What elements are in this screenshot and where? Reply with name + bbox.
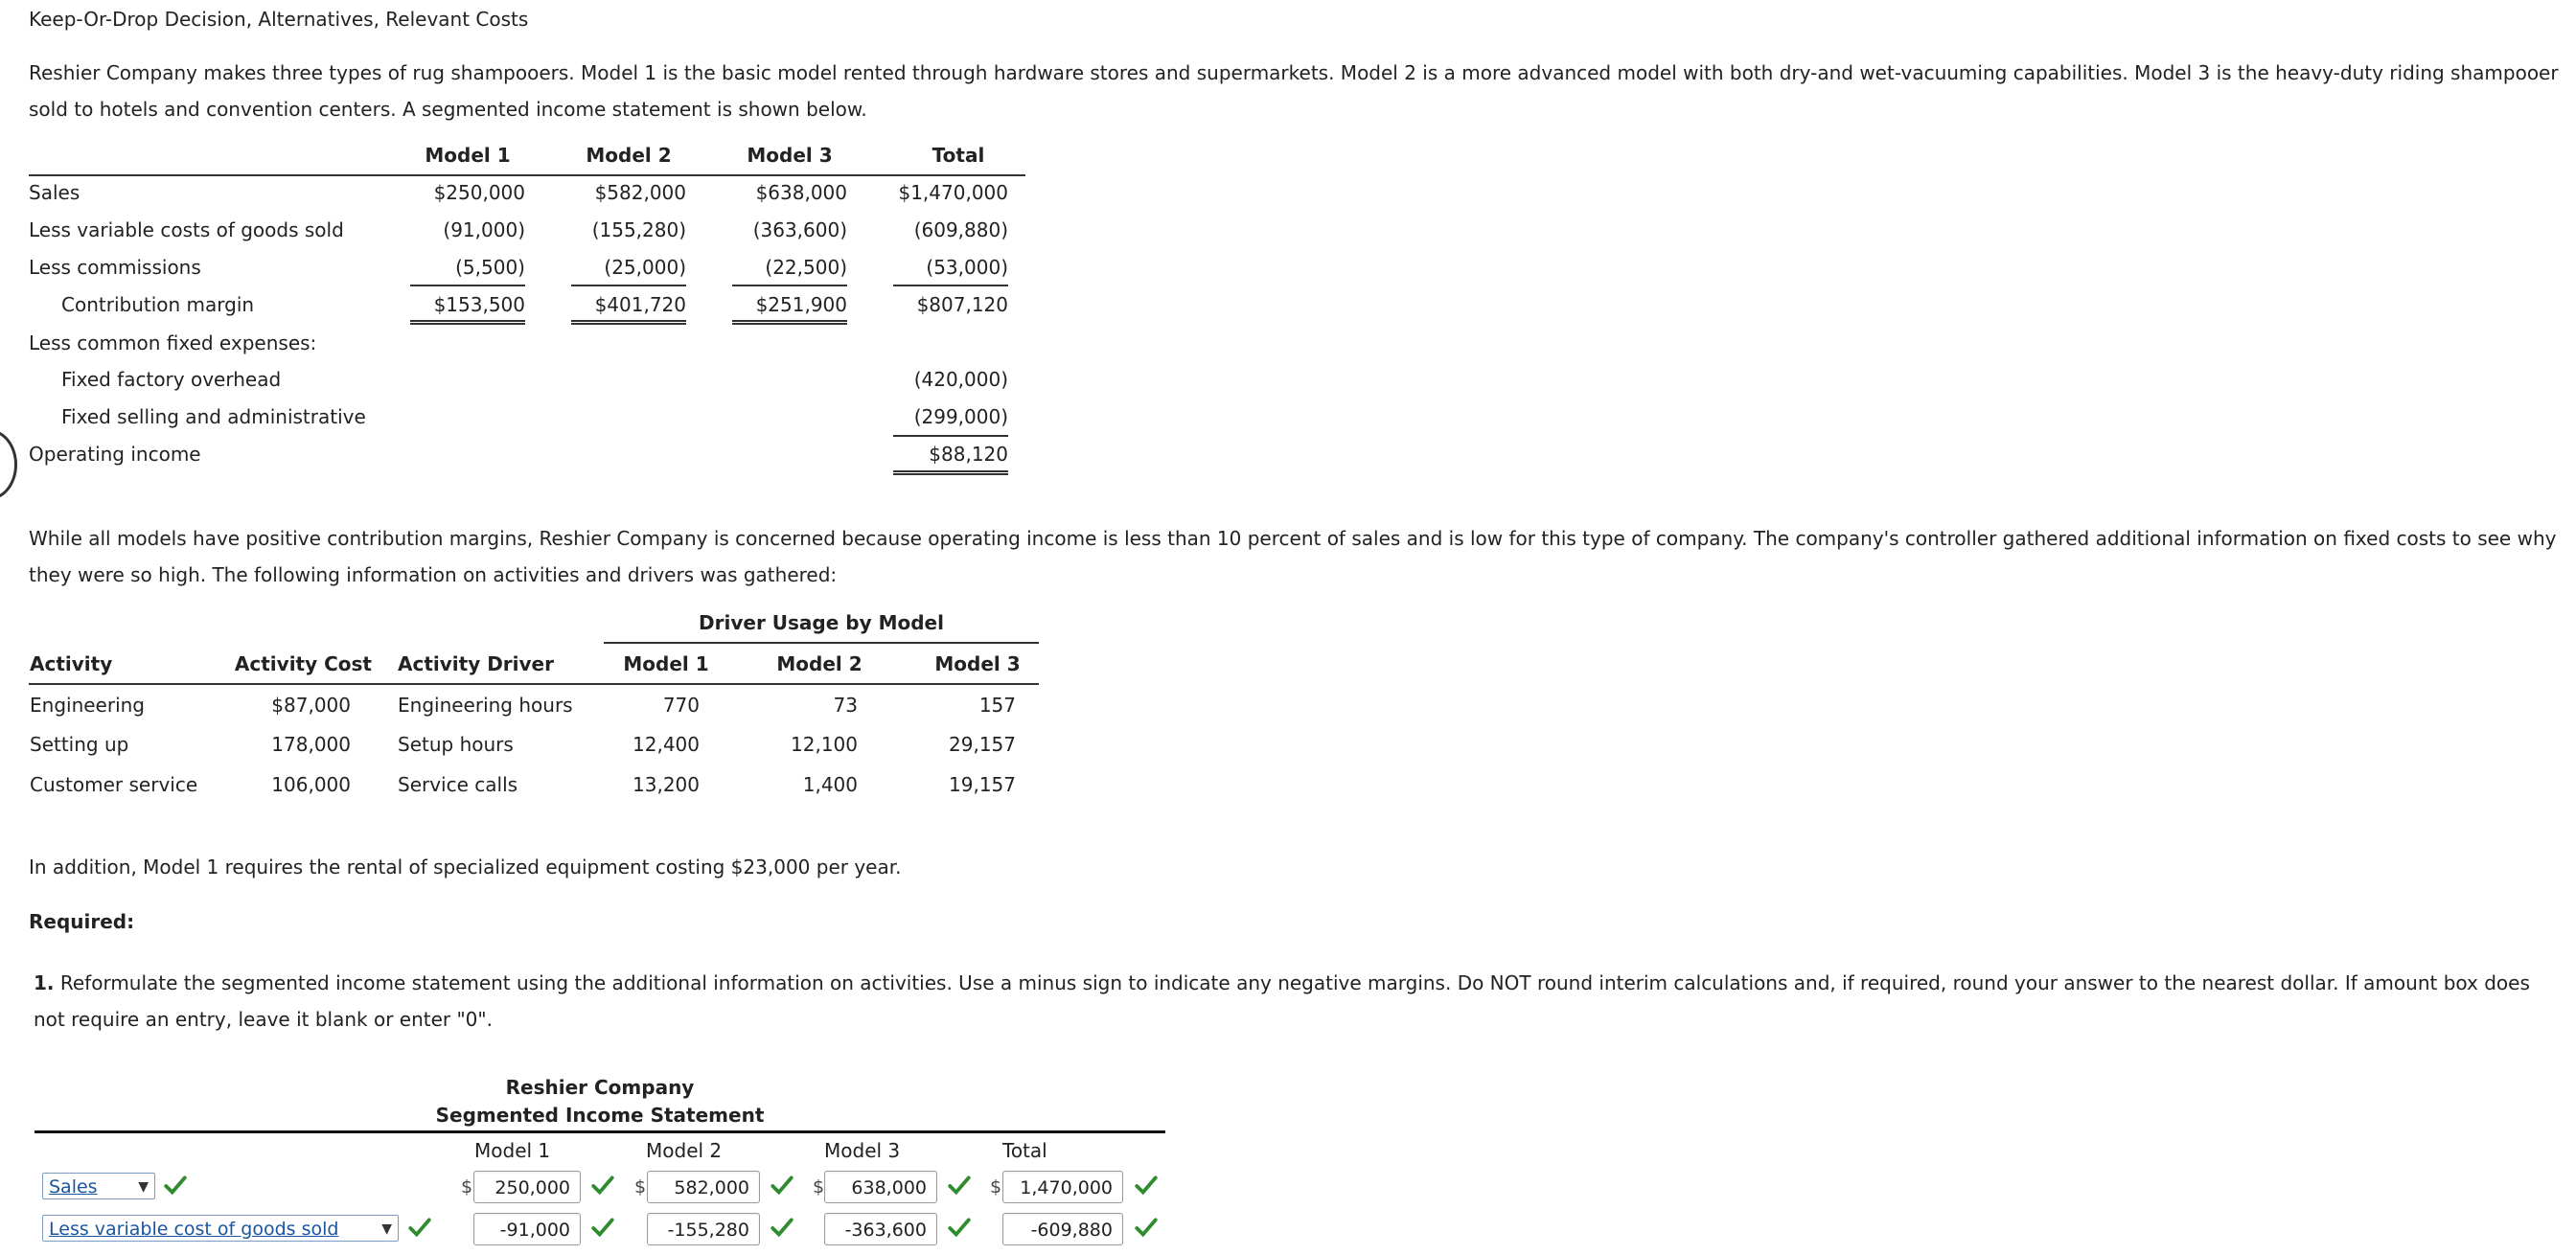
driver-usage: 12,400 [632, 733, 700, 756]
row-label-fixed-factory-overhead: Fixed factory overhead [61, 368, 282, 391]
driver-usage-header: Driver Usage by Model [699, 611, 944, 634]
value-cell: $250,000 [433, 181, 525, 204]
row-label-fixed-selling-admin: Fixed selling and administrative [61, 405, 366, 428]
answer-title-rule [34, 1130, 1165, 1133]
check-icon [590, 1216, 615, 1241]
subtotal-rule [571, 285, 686, 286]
activity-driver: Engineering hours [398, 694, 573, 717]
value-cell: $401,720 [594, 293, 686, 316]
statement-header-rule [29, 174, 1025, 176]
value-cell: (25,000) [604, 256, 686, 279]
check-icon [407, 1216, 432, 1241]
amount-input-total[interactable]: -609,880 [1002, 1213, 1123, 1245]
value-cell: $88,120 [929, 443, 1008, 466]
activity-name: Engineering [30, 694, 145, 717]
subtotal-rule [732, 285, 847, 286]
answer-statement-title: Segmented Income Statement [435, 1104, 765, 1127]
fixed-costs-paragraph: While all models have positive contribution margins, Reshier Company is concerned because operating income is less than 10 percent of sales and is low for this type of company. The company's controller gathered additional information on fixed costs to see why they were so high. The following information on activities and drivers was gathered: [29, 527, 2557, 586]
value-cell: (299,000) [913, 405, 1008, 428]
driver-usage: 770 [662, 694, 700, 717]
check-icon [1134, 1216, 1159, 1241]
row-label-common-fixed: Less common fixed expenses: [29, 331, 317, 354]
dollar-sign: $ [813, 1176, 825, 1198]
activity-header-rule [29, 683, 1039, 685]
intro-paragraph: Reshier Company makes three types of rug shampooers. Model 1 is the basic model rented through hardware stores and supermarkets. Model 2 is a more advanced model with both dry-and wet-vacuuming capabilities. Model 3 is the heavy-duty riding shampooer sold to hotels and convention centers. A segmented income statement is shown below. [29, 61, 2559, 121]
activity-name: Setting up [30, 733, 129, 756]
answer-col-header-model-3: Model 3 [824, 1139, 901, 1162]
double-rule [410, 320, 525, 325]
driver-usage: 157 [978, 694, 1016, 717]
select-value: Less variable cost of goods sold [49, 1219, 339, 1240]
col-header-model-1: Model 1 [623, 652, 709, 675]
activity-cost: $87,000 [271, 694, 351, 717]
group-header-rule [604, 642, 1039, 644]
value-cell: (420,000) [913, 368, 1008, 391]
amount-input-model-3[interactable]: -363,600 [824, 1213, 937, 1245]
activity-driver: Setup hours [398, 733, 514, 756]
check-icon [163, 1174, 188, 1198]
value-cell: $807,120 [916, 293, 1008, 316]
chevron-down-icon: ▼ [138, 1179, 149, 1195]
driver-usage: 19,157 [949, 773, 1016, 796]
amount-input-total[interactable]: 1,470,000 [1002, 1171, 1123, 1203]
double-rule [893, 470, 1008, 475]
addition-text: In addition, Model 1 requires the rental of specialized equipment costing $23,000 per year. [29, 856, 902, 878]
answer-col-header-total: Total [1002, 1139, 1047, 1162]
col-header-model-3: Model 3 [747, 144, 833, 167]
question-1 [34, 965, 2564, 1038]
driver-usage: 73 [833, 694, 858, 717]
check-icon [770, 1216, 794, 1241]
check-icon [1134, 1174, 1159, 1198]
row-label-sales: Sales [29, 181, 80, 204]
value-cell: (22,500) [765, 256, 847, 279]
value-cell: $251,900 [755, 293, 847, 316]
answer-col-header-model-1: Model 1 [474, 1139, 551, 1162]
value-cell: $638,000 [755, 181, 847, 204]
subtotal-rule [410, 285, 525, 286]
answer-col-header-model-2: Model 2 [646, 1139, 723, 1162]
dollar-sign: $ [990, 1176, 1002, 1198]
dollar-sign: $ [634, 1176, 647, 1198]
subtotal-rule [893, 435, 1008, 437]
amount-input-model-1[interactable]: 250,000 [473, 1171, 581, 1203]
amount-input-model-2[interactable]: -155,280 [647, 1213, 760, 1245]
value-cell: (609,880) [913, 218, 1008, 241]
value-cell: (363,600) [752, 218, 847, 241]
amount-input-model-3[interactable]: 638,000 [824, 1171, 937, 1203]
question-number: 1. [34, 971, 55, 994]
subtotal-rule [893, 285, 1008, 286]
check-icon [590, 1174, 615, 1198]
question-text: Reformulate the segmented income statement using the additional information on activities. Use a minus sign to indicate any negative margins. Do NOT round interim calculations and, if required, round your answer to the nearest dollar. If amount box does not require an entry, leave it blank or enter "0". [34, 971, 2530, 1031]
activity-driver: Service calls [398, 773, 518, 796]
value-cell: (91,000) [443, 218, 525, 241]
col-header-model-2: Model 2 [776, 652, 862, 675]
value-cell: $1,470,000 [898, 181, 1008, 204]
value-cell: (155,280) [591, 218, 686, 241]
row-label-variable-costs: Less variable costs of goods sold [29, 218, 344, 241]
activity-cost: 178,000 [271, 733, 351, 756]
select-value: Sales [49, 1176, 98, 1198]
value-cell: (53,000) [926, 256, 1008, 279]
col-header-model-1: Model 1 [425, 144, 511, 167]
col-header-activity: Activity [30, 652, 113, 675]
double-rule [732, 320, 847, 325]
driver-usage: 29,157 [949, 733, 1016, 756]
value-cell: $153,500 [433, 293, 525, 316]
col-header-activity-driver: Activity Driver [398, 652, 554, 675]
amount-input-model-2[interactable]: 582,000 [647, 1171, 760, 1203]
check-icon [947, 1216, 972, 1241]
row-label-operating-income: Operating income [29, 443, 201, 466]
line-item-select-variable-cost[interactable] [42, 1215, 399, 1242]
amount-input-model-1[interactable]: -91,000 [473, 1213, 581, 1245]
col-header-total: Total [932, 144, 985, 167]
check-icon [947, 1174, 972, 1198]
driver-usage: 1,400 [802, 773, 858, 796]
row-label-commissions: Less commissions [29, 256, 201, 279]
col-header-model-2: Model 2 [586, 144, 672, 167]
dollar-sign: $ [461, 1176, 473, 1198]
col-header-activity-cost: Activity Cost [234, 652, 372, 675]
page-title: Keep-Or-Drop Decision, Alternatives, Relevant Costs [29, 8, 529, 31]
partial-circle-marker [0, 429, 17, 500]
check-icon [770, 1174, 794, 1198]
col-header-model-3: Model 3 [934, 652, 1021, 675]
required-label: Required: [29, 910, 135, 933]
answer-company-name: Reshier Company [505, 1076, 695, 1099]
activity-cost: 106,000 [271, 773, 351, 796]
double-rule [571, 320, 686, 325]
value-cell: (5,500) [455, 256, 525, 279]
line-item-select-sales[interactable] [42, 1173, 155, 1199]
chevron-down-icon: ▼ [381, 1221, 392, 1237]
driver-usage: 13,200 [632, 773, 700, 796]
value-cell: $582,000 [594, 181, 686, 204]
driver-usage: 12,100 [791, 733, 858, 756]
activity-name: Customer service [30, 773, 198, 796]
row-label-contribution-margin: Contribution margin [61, 293, 255, 316]
